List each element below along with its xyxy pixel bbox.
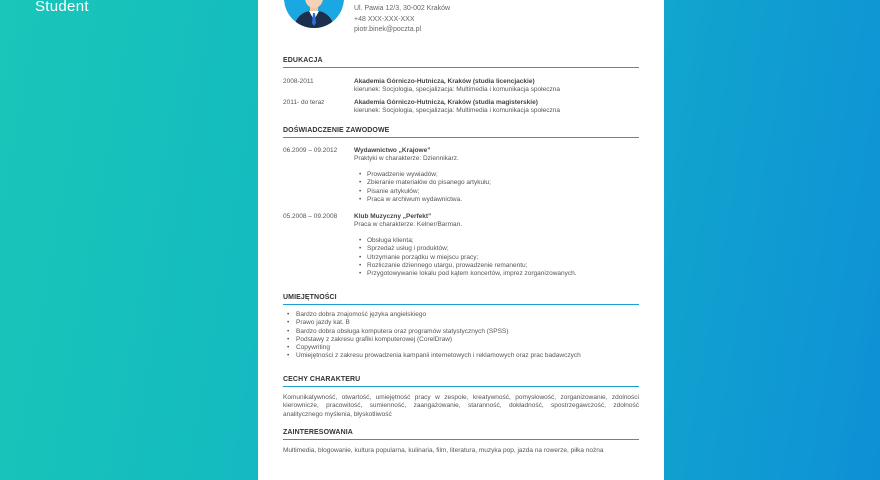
list-item: • Bardzo dobra znajomość języka angielskiego — [283, 311, 639, 319]
entry-role: Praca w charakterze: Kelner/Barman. — [354, 221, 463, 228]
entry-date: 2008-2011 — [283, 78, 314, 85]
contact-phone: +48 XXX-XXX-XXX — [354, 15, 415, 23]
section-title-interests: ZAINTERESOWANIA — [283, 429, 639, 440]
entry-company: Wydawnictwo „Krajowe” — [354, 147, 431, 154]
list-item: • Podstawy z zakresu grafiki komputerowej (CorelDraw) — [283, 336, 639, 344]
profile-photo — [284, 0, 344, 28]
person-avatar-icon — [284, 0, 344, 28]
list-item: • Praca w archiwum wydawnictwa. — [354, 196, 639, 204]
entry-school: Akademia Górniczo-Hutnicza, Kraków (studia magisterskie) — [354, 99, 538, 106]
entry-date: 06.2009 – 09.2012 — [283, 147, 338, 154]
duties-list — [354, 237, 639, 278]
entry-date: 2011- do teraz — [283, 99, 325, 106]
entry-school: Akademia Górniczo-Hutnicza, Kraków (studia licencjackie) — [354, 78, 535, 85]
interests-text: Multimedia, blogowanie, kultura popularna, kulinaria, film, literatura, muzyka pop, jazda na rowerze, piłka nożna — [283, 447, 604, 454]
list-item: • Sprzedaż usług i produktów; — [354, 245, 639, 253]
list-item: • Zbieranie materiałów do pisanego artykułu; — [354, 179, 639, 187]
section-title-skills: UMIEJĘTNOŚCI — [283, 294, 639, 305]
contact-info — [354, 4, 450, 36]
education-entry — [283, 99, 639, 119]
education-entry — [283, 78, 639, 98]
list-item: • Przygotowywanie lokalu pod kątem koncertów, imprez zorganizowanych. — [354, 270, 639, 278]
entry-date: 05.2008 – 09.2008 — [283, 213, 338, 220]
skills-list — [283, 311, 639, 361]
list-item: • Obsługa klienta; — [354, 237, 639, 245]
list-item: • Bardzo dobra obsługa komputera oraz programów statystycznych (SPSS) — [283, 328, 639, 336]
traits-text: Komunikatywność, otwartość, umiejętność pracy w zespole, kreatywność, pomysłowość, zorganizowanie, zdolności kierownicze, pracowitość, sumienność, zaangażowanie, staranność, dokładność, spostrzegawczość, zdolność analitycznego myślenia, błyskotliwość — [283, 394, 639, 418]
section-title-experience: DOŚWIADCZENIE ZAWODOWE — [283, 127, 639, 138]
duties-list — [354, 171, 639, 204]
entry-role: Praktyki w charakterze: Dziennikarz. — [354, 155, 459, 162]
contact-email: piotr.binek@poczta.pl — [354, 26, 422, 33]
list-item: • Prowadzenie wywiadów; — [354, 171, 639, 179]
list-item: • Umiejętności z zakresu prowadzenia kampanii internetowych i reklamowych oraz prac badawczych — [283, 352, 639, 360]
list-item: • Prawo jazdy kat. B — [283, 319, 639, 327]
experience-entry — [283, 147, 639, 207]
list-item: • Copywriting — [283, 344, 639, 352]
entry-details: kierunek: Socjologia, specjalizacja: Multimedia i komunikacja społeczna — [354, 86, 560, 93]
section-title-education: EDUKACJA — [283, 57, 639, 68]
sidebar-label: Student — [35, 0, 89, 15]
list-item: • Rozliczanie dziennego utargu, prowadzenie remanentu; — [354, 262, 639, 270]
cv-page — [258, 0, 664, 480]
section-title-traits: CECHY CHARAKTERU — [283, 376, 639, 387]
contact-address: Ul. Pawia 12/3, 30-002 Kraków — [354, 5, 451, 12]
entry-details: kierunek: Socjologia, specjalizacja: Multimedia i komunikacja społeczna — [354, 107, 560, 114]
list-item: • Pisanie artykułów; — [354, 188, 639, 196]
experience-entry — [283, 213, 639, 283]
list-item: • Utrzymanie porządku w miejscu pracy; — [354, 254, 639, 262]
entry-company: Klub Muzyczny „Perfekt” — [354, 213, 432, 220]
